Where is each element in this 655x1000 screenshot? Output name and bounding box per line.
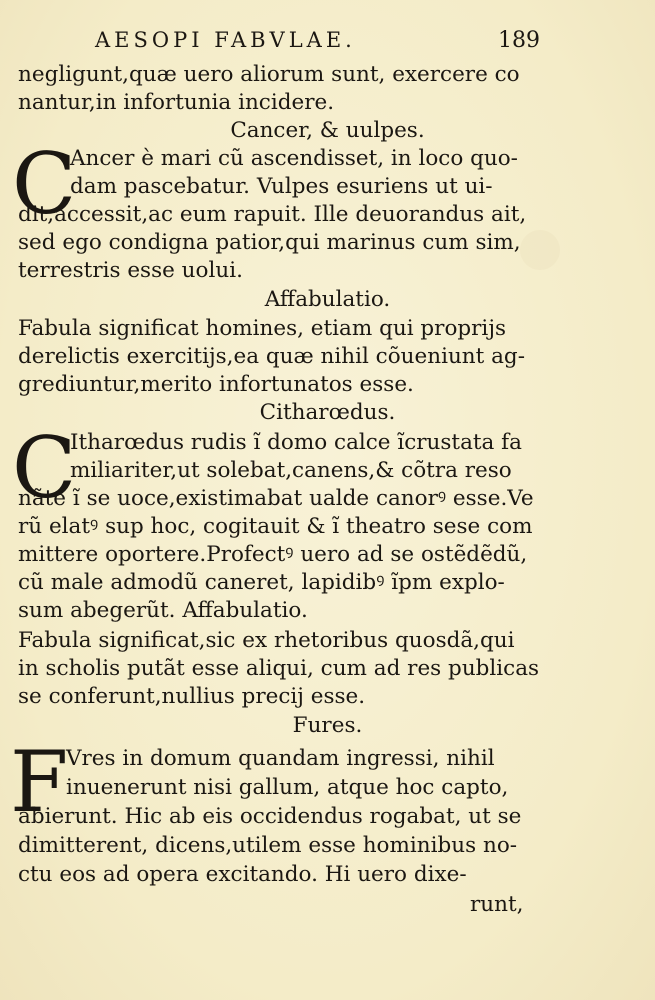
text-line: ctu eos ad opera excitando. Hi uero dixe-	[18, 862, 467, 887]
text-line: Ancer è mari cũ ascendisset, in loco quo-	[70, 146, 518, 171]
text-line: sum abegerũt. Affabulatio.	[18, 598, 308, 623]
text-line: dimitterent, dicens,utilem esse hominibus no-	[18, 833, 518, 858]
text-line: se conferunt,nullius precij esse.	[18, 684, 366, 709]
text-line: rũ elatꝰ sup hoc, cogitauit & ĩ theatro sese com	[18, 514, 533, 539]
section-heading: Affabulatio.	[264, 287, 391, 312]
text-line: Fabula significat homines, etiam qui proprijs	[18, 316, 507, 341]
page-number: 189	[498, 28, 540, 53]
text-line: terrestris esse uolui.	[18, 258, 243, 283]
text-line: miliariter,ut solebat,canens,& cõtra reso	[70, 458, 512, 483]
text-line: Vres in domum quandam ingressi, nihil	[66, 746, 495, 771]
text-line: dit,accessit,ac eum rapuit. Ille deuorandus ait,	[18, 202, 527, 227]
drop-cap-initial: F	[10, 733, 69, 831]
text-line: negligunt,quæ uero aliorum sunt, exercere co	[18, 62, 520, 87]
text-line: cũ male admodũ caneret, lapidibꝰ ĩpm explo-	[18, 570, 505, 595]
paper-stain	[520, 230, 560, 270]
text-line: in scholis putãt esse aliqui, cum ad res publicas	[18, 656, 540, 681]
text-line: abierunt. Hic ab eis occidendus rogabat, ut se	[18, 804, 522, 829]
text-line: nãte ĩ se uoce,existimabat ualde canorꝰ esse.Ve	[18, 486, 534, 511]
text-line: nantur,in infortunia incidere.	[18, 90, 335, 115]
fable-title: Fures.	[292, 713, 363, 738]
fable-title: Cancer, & uulpes.	[230, 118, 425, 143]
text-line: dam pascebatur. Vulpes esuriens ut ui-	[70, 174, 493, 199]
text-line: inuenerunt nisi gallum, atque hoc capto,	[66, 775, 509, 800]
text-line: sed ego condigna patior,qui marinus cum sim,	[18, 230, 521, 255]
drop-cap-initial: C	[12, 135, 77, 233]
text-line: Itharœdus rudis ĩ domo calce ĩcrustata fa	[70, 430, 522, 455]
text-line: derelictis exercitijs,ea quæ nihil cõueniunt ag-	[18, 344, 525, 369]
text-line: grediuntur,merito infortunatos esse.	[18, 372, 414, 397]
catchword: runt,	[470, 892, 524, 917]
text-line: Fabula significat,sic ex rhetoribus quosdã,qui	[18, 628, 515, 653]
fable-title: Citharœdus.	[259, 400, 396, 425]
page-header	[95, 28, 540, 58]
running-title: AESOPI FABVLAE.	[95, 28, 356, 52]
drop-cap-initial: C	[12, 419, 77, 517]
text-line: mittere oportere.Profectꝰ uero ad se ostẽdẽdũ,	[18, 542, 528, 567]
